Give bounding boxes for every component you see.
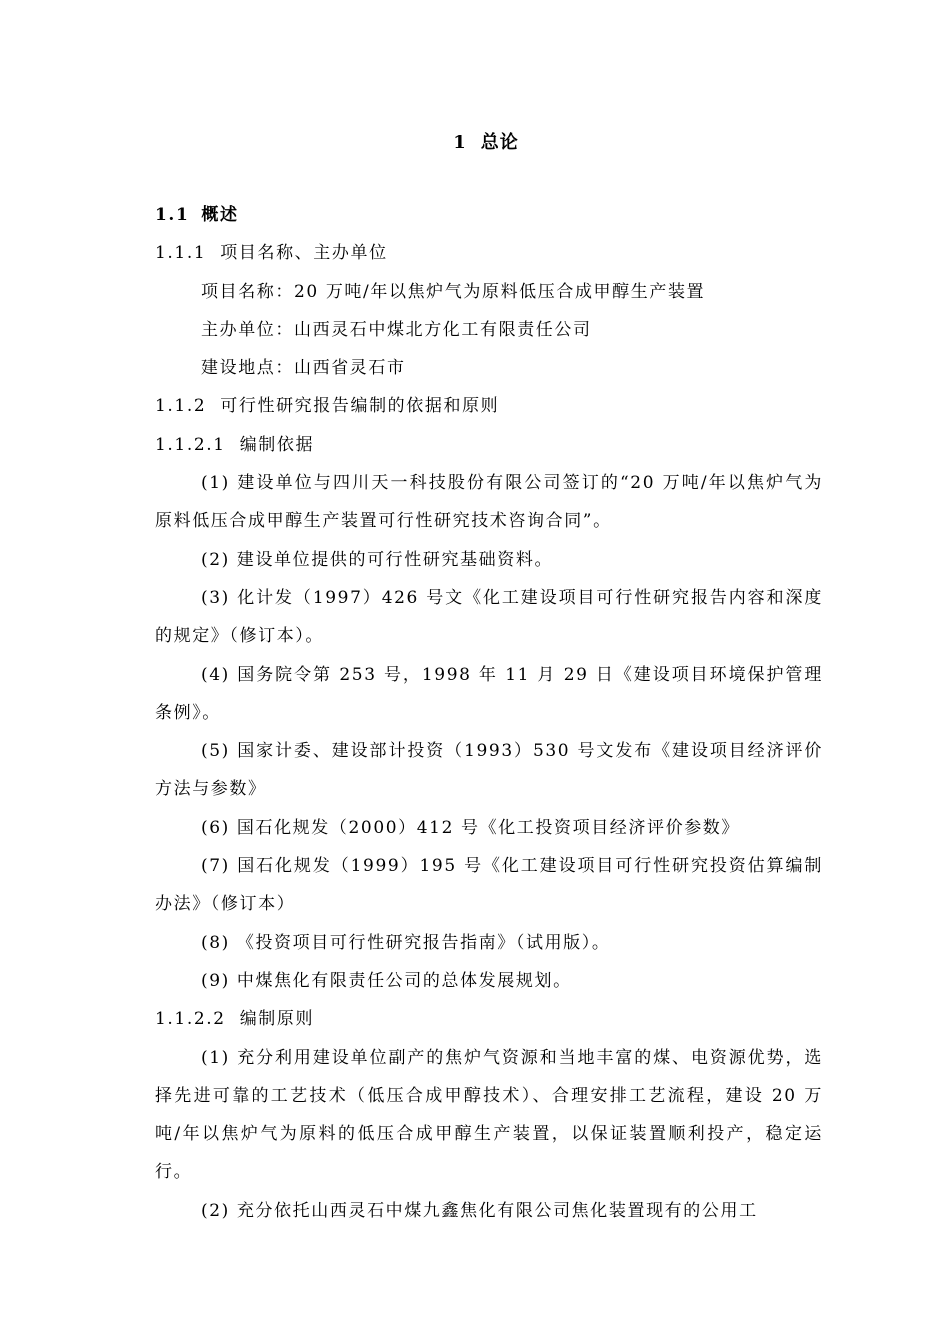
field-label: 主办单位： [201, 319, 294, 340]
section-heading [155, 196, 823, 234]
basis-item: (7) 国石化规发（1999）195 号《化工建设项目可行性研究投资估算编制办法》（修订本） [155, 856, 823, 915]
field-value: 山西省灵石市 [294, 358, 406, 379]
field-project-name [155, 273, 823, 311]
subsection-number: 1.1.2 [155, 396, 207, 417]
chapter-title [0, 128, 950, 154]
field-location [155, 349, 823, 387]
field-value: 20 万吨/年以焦炉气为原料低压合成甲醇生产装置 [294, 281, 706, 302]
principle-item: (2) 充分依托山西灵石中煤九鑫焦化有限公司焦化装置现有的公用工 [201, 1200, 758, 1221]
field-sponsor [155, 311, 823, 349]
basis-item: (2) 建设单位提供的可行性研究基础资料。 [201, 549, 554, 570]
section-title: 概述 [201, 205, 239, 225]
subsection-title: 可行性研究报告编制的依据和原则 [220, 396, 500, 417]
subsubsection-heading [155, 426, 823, 464]
field-label: 建设地点： [201, 358, 294, 379]
basis-item: (4) 国务院令第 253 号，1998 年 11 月 29 日《建设项目环境保护管理条例》。 [155, 664, 823, 723]
basis-item: (5) 国家计委、建设部计投资（1993）530 号文发布《建设项目经济评价方法与参数》 [155, 741, 823, 800]
subsubsection-heading [155, 1000, 823, 1038]
subsubsection-number: 1.1.2.1 [155, 434, 226, 455]
basis-item: (6) 国石化规发（2000）412 号《化工投资项目经济评价参数》 [201, 817, 740, 838]
document-body [155, 196, 823, 1230]
subsubsection-title: 编制依据 [239, 434, 315, 455]
field-value: 山西灵石中煤北方化工有限责任公司 [294, 319, 592, 340]
field-label: 项目名称： [201, 281, 294, 302]
subsection-title: 项目名称、主办单位 [220, 243, 388, 264]
section-number: 1.1 [155, 205, 190, 225]
basis-item: (3) 化计发（1997）426 号文《化工建设项目可行性研究报告内容和深度的规定》（修订本）。 [155, 587, 823, 647]
chapter-number: 1 [453, 132, 467, 153]
basis-item: (1) 建设单位与四川天一科技股份有限公司签订的“20 万吨/年以焦炉气为原料低压合成甲醇生产装置可行性研究技术咨询合同”。 [155, 473, 823, 532]
subsubsection-title: 编制原则 [239, 1009, 315, 1030]
basis-item: (9) 中煤焦化有限责任公司的总体发展规划。 [201, 970, 572, 991]
principle-item: (1) 充分利用建设单位副产的焦炉气资源和当地丰富的煤、电资源优势，选择先进可靠的工艺技术（低压合成甲醇技术）、合理安排工艺流程，建设 20 万吨/年以焦炉气为原料的低压合成甲醇生产装置，以保证装置顺利投产，稳定运行。 [155, 1047, 823, 1183]
subsubsection-number: 1.1.2.2 [155, 1009, 226, 1030]
basis-item: (8) 《投资项目可行性研究报告指南》（试用版）。 [201, 932, 611, 953]
subsection-heading [155, 387, 823, 425]
subsection-heading [155, 234, 823, 272]
subsection-number: 1.1.1 [155, 243, 207, 264]
chapter-title-text: 总论 [480, 132, 519, 153]
